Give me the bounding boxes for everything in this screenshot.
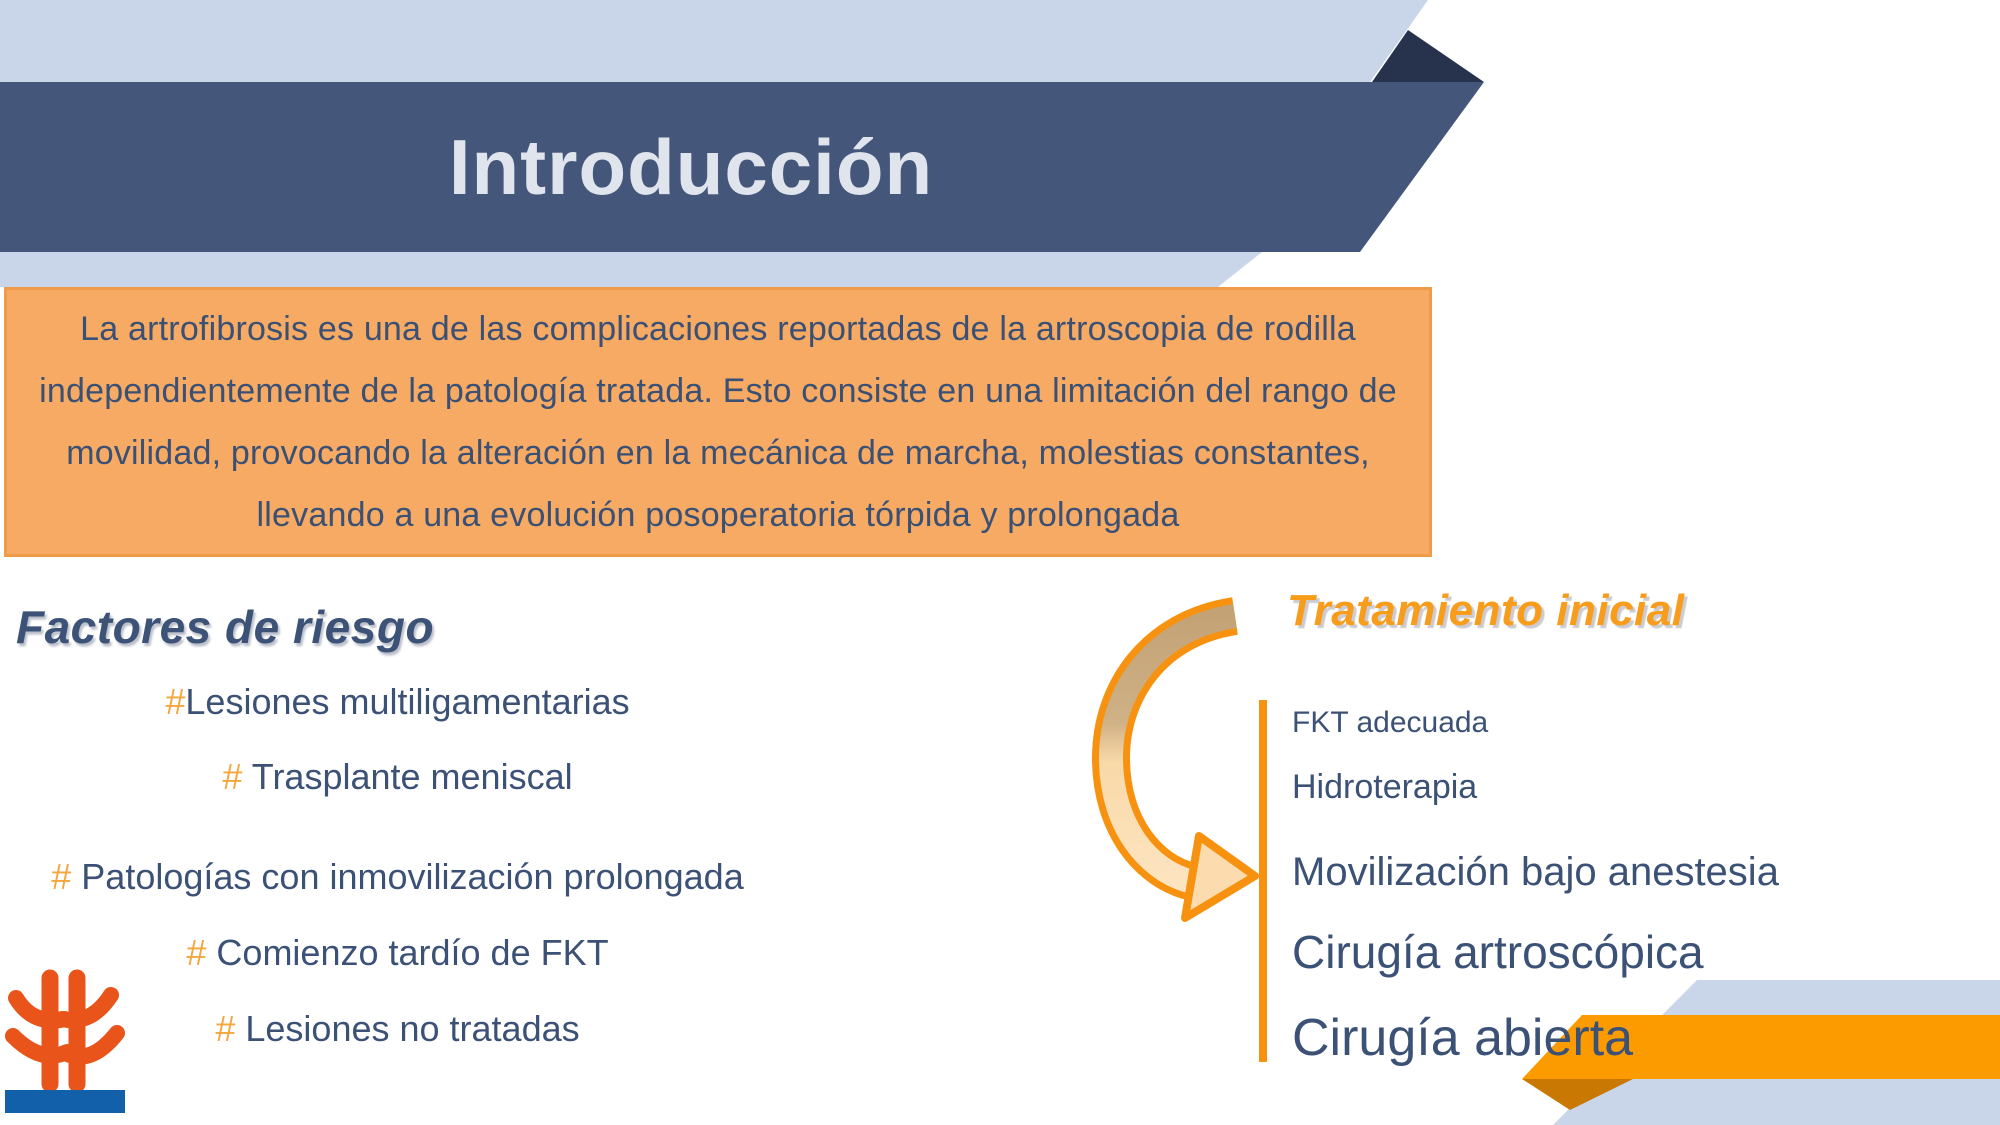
risk-factors-heading: Factores de riesgo bbox=[16, 601, 435, 653]
intro-line: independientemente de la patología tratada. Esto consiste en una limitación del rango de bbox=[39, 372, 1397, 410]
top-bar bbox=[0, 0, 1428, 82]
treatment-item: Hidroterapia bbox=[1292, 768, 1478, 806]
hash-marker: # bbox=[51, 856, 72, 897]
risk-factor-item bbox=[0, 678, 795, 726]
risk-factor-item bbox=[0, 1005, 795, 1053]
treatment-item: Movilización bajo anestesia bbox=[1292, 850, 1779, 894]
risk-factor-label: Trasplante meniscal bbox=[242, 756, 573, 797]
treatment-list-rule bbox=[1259, 700, 1267, 1062]
risk-factor-item bbox=[0, 853, 795, 901]
curved-arrow-icon bbox=[1111, 616, 1255, 918]
hash-marker: # bbox=[165, 681, 186, 722]
page-title: Introducción bbox=[448, 122, 934, 211]
treatment-heading: Tratamiento inicial bbox=[1287, 586, 1685, 635]
risk-factor-item bbox=[0, 929, 795, 977]
risk-factor-label: Comienzo tardío de FKT bbox=[206, 932, 609, 973]
intro-line: La artrofibrosis es una de las complicaciones reportadas de la artroscopia de rodilla bbox=[80, 310, 1356, 348]
hash-marker: # bbox=[215, 1008, 236, 1049]
logo-blue-bar bbox=[5, 1090, 125, 1113]
risk-factor-label: Lesiones no tratadas bbox=[235, 1008, 580, 1049]
risk-factor-item bbox=[0, 753, 795, 801]
intro-paragraph-box bbox=[4, 287, 1432, 557]
intro-line: llevando a una evolución posoperatoria tórpida y prolongada bbox=[256, 496, 1180, 534]
hash-marker: # bbox=[186, 932, 207, 973]
intro-line: movilidad, provocando la alteración en la mecánica de marcha, molestias constantes, bbox=[66, 434, 1370, 472]
risk-factor-label: Lesiones multiligamentarias bbox=[185, 681, 630, 722]
treatment-item: Cirugía artroscópica bbox=[1292, 926, 1704, 978]
risk-factor-label: Patologías con inmovilización prolongada bbox=[71, 856, 744, 897]
hash-marker: # bbox=[222, 756, 243, 797]
treatment-item: Cirugía abierta bbox=[1292, 1009, 1634, 1067]
banner-underline-strip bbox=[0, 252, 1262, 287]
treatment-item: FKT adecuada bbox=[1292, 706, 1489, 739]
